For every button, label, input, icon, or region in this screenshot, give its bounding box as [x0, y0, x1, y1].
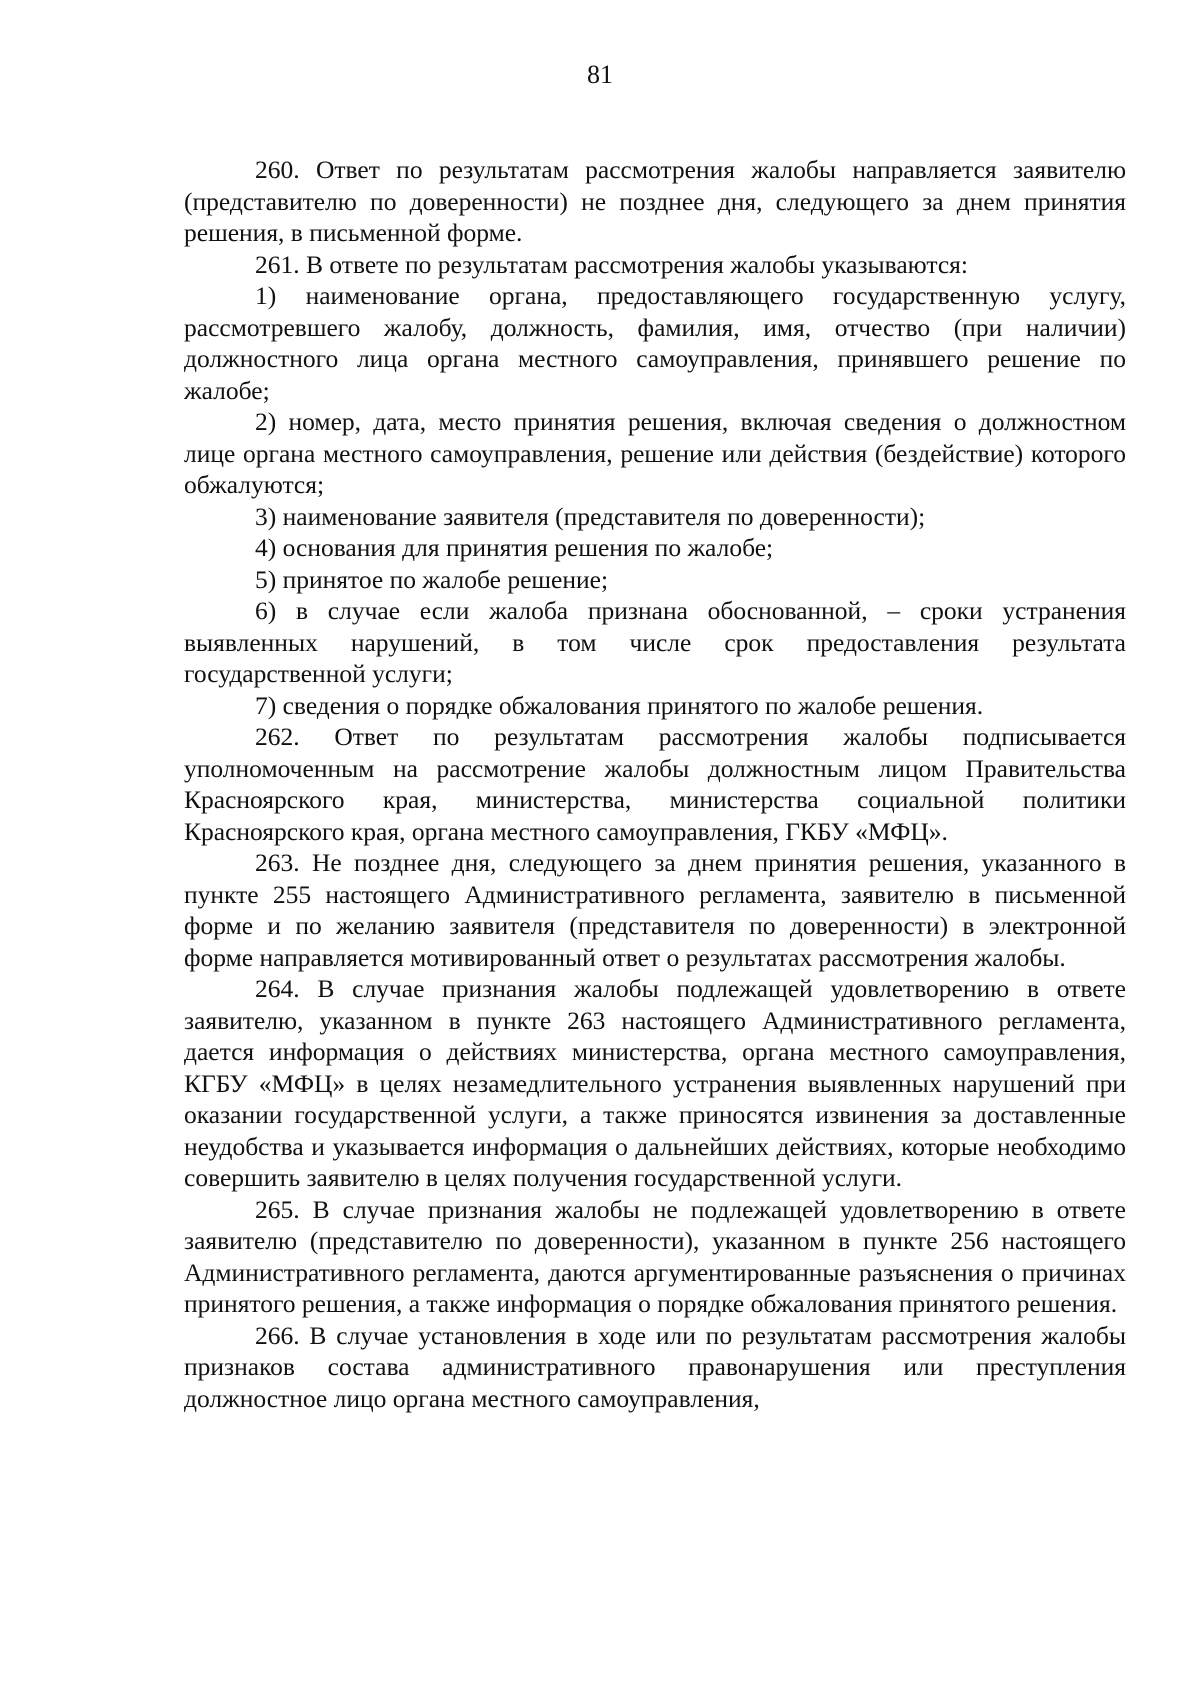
list-item-1: 1) наименование органа, предоставляющего государственную услугу, рассмотревшего жалобу, должность, фамилия, имя, отчество (при наличии) должностного лица органа местного самоуправления, принявшего решение по жалобе; [184, 281, 1126, 405]
paragraph-260: 260. Ответ по результатам рассмотрения жалобы направляется заявителю (представителю по доверенности) не позднее дня, следующего за днем принятия решения, в письменной форме. [184, 155, 1126, 247]
paragraph-262: 262. Ответ по результатам рассмотрения жалобы подписывается уполномоченным на рассмотрение жалобы должностным лицом Правительства Красноярского края, министерства, министерства социальной политики Красноярского края, органа местного самоуправления, ГКБУ «МФЦ». [184, 722, 1126, 846]
list-item-3: 3) наименование заявителя (представителя по доверенности); [255, 501, 926, 531]
paragraph-263: 263. Не позднее дня, следующего за днем принятия решения, указанного в пункте 255 настоящего Административного регламента, заявителю в письменной форме и по желанию заявителя (представителя по доверенности) в электронной форме направляется мотивированный ответ о результатах рассмотрения жалобы. [184, 848, 1126, 972]
list-item-4: 4) основания для принятия решения по жалобе; [255, 533, 774, 562]
paragraph-261: 261. В ответе по результатам рассмотрения жалобы указываются: [255, 249, 968, 279]
document-body [184, 154, 1126, 1414]
list-item-2: 2) номер, дата, место принятия решения, включая сведения о должностном лице органа местного самоуправления, решение или действия (бездействие) которого обжалуются; [184, 407, 1126, 499]
paragraph-265: 265. В случае признания жалобы не подлежащей удовлетворению в ответе заявителю (представителю по доверенности), указанном в пункте 256 настоящего Административного регламента, даются аргументированные разъяснения о причинах принятого решения, а также информация о порядке обжалования принятого решения. [184, 1194, 1126, 1318]
page-number: 81 [587, 60, 613, 89]
paragraph-266: 266. В случае установления в ходе или по результатам рассмотрения жалобы признаков состава административного правонарушения или преступления должностное лицо органа местного самоуправления, [184, 1320, 1126, 1413]
list-item-7: 7) сведения о порядке обжалования принятого по жалобе решения. [255, 690, 984, 720]
list-item-6: 6) в случае если жалоба признана обоснованной, – сроки устранения выявленных нарушений, в том числе срок предоставления результата государственной услуги; [184, 596, 1126, 688]
paragraph-264: 264. В случае признания жалобы подлежащей удовлетворению в ответе заявителю, указанном в пункте 263 настоящего Административного регламента, дается информация о действиях министерства, органа местного самоуправления, КГБУ «МФЦ» в целях незамедлительного устранения выявленных нарушений при оказании государственной услуги, а также приносятся извинения за доставленные неудобства и указывается информация о дальнейших действиях, которые необходимо совершить заявителю в целях получения государственной услуги. [184, 974, 1126, 1192]
list-item-5: 5) принятое по жалобе решение; [255, 564, 609, 594]
